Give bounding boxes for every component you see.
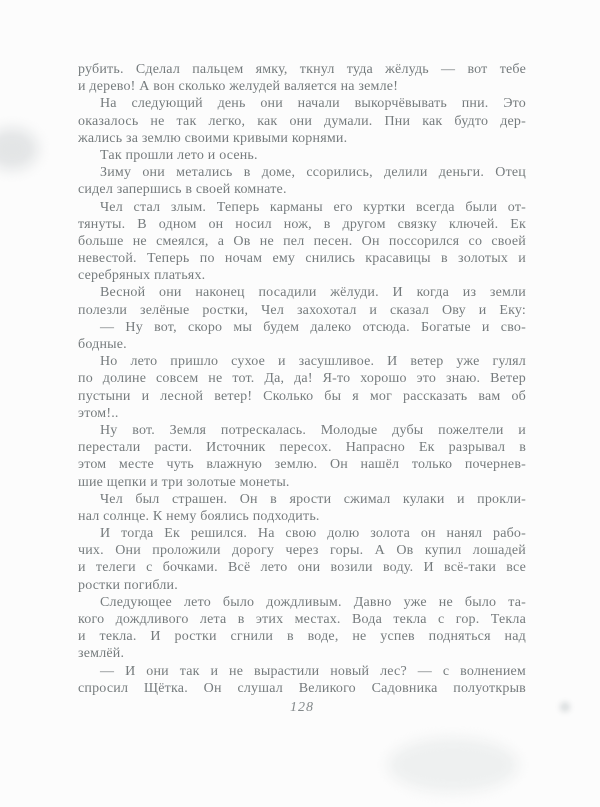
text-line: и телеги с бочками. Всё лето они возили воду. И всё-таки все bbox=[78, 560, 526, 576]
text-line: невестой. Теперь по ночам ему снились красавицы в золотых и bbox=[78, 251, 526, 267]
text-line: жались за землю своими кривыми корнями. bbox=[78, 130, 348, 146]
text-line: Чел стал злым. Теперь карманы его куртки всегда были от- bbox=[100, 199, 526, 215]
text-line: — И они так и не вырастили новый лес? — с волнением bbox=[100, 663, 526, 679]
text-line: больше не смеялся, а Ов не пел песен. Он поссорился со своей bbox=[78, 233, 526, 249]
text-line: нал солнце. К нему боялись подходить. bbox=[78, 508, 320, 524]
text-line: Ну вот. Земля потрескалась. Молодые дубы пожелтели и bbox=[100, 422, 526, 438]
text-line: И тогда Ек решился. На свою долю золота он нанял рабо- bbox=[100, 526, 526, 542]
text-line: Зиму они метались в доме, ссорились, делили деньги. Отец bbox=[100, 165, 526, 181]
text-line: Весной они наконец посадили жёлуди. И когда из земли bbox=[100, 285, 526, 301]
text-line: по долине совсем не тот. Да, да! Я-то хорошо это знаю. Ветер bbox=[78, 371, 526, 387]
text-line: Чел был страшен. Он в ярости сжимал кулаки и прокли- bbox=[100, 491, 526, 507]
text-line: бодные. bbox=[78, 337, 127, 352]
text-line: На следующий день они начали выкорчёвывать пни. Это bbox=[100, 96, 526, 112]
text-line: тянуты. В одном он носил нож, в другом связку ключей. Ек bbox=[78, 216, 526, 232]
text-line: пустыни и лесной ветер! Сколько бы я мог рассказать вам об bbox=[78, 388, 526, 404]
text-line: и текла. И ростки сгнили в воде, не успев подняться над bbox=[78, 629, 526, 645]
text-line: землёй. bbox=[78, 646, 125, 662]
text-line: Но лето пришло сухое и засушливое. И ветер уже гулял bbox=[100, 354, 526, 370]
text-line: ростки погибли. bbox=[78, 577, 178, 593]
text-line: чих. Они проложили дорогу через горы. А Ов купил лошадей bbox=[78, 543, 526, 559]
text-line: этом!.. bbox=[78, 405, 119, 421]
scan-smudge bbox=[388, 738, 518, 792]
text-line: серебряных платьях. bbox=[78, 268, 206, 284]
text-line: — Ну вот, скоро мы будем далеко отсюда. Богатые и сво- bbox=[100, 319, 526, 335]
text-line: оказалось не так легко, как они думали. Пни как будто дер- bbox=[78, 113, 526, 129]
text-line: сидел запершись в своей комнате. bbox=[78, 182, 287, 198]
text-line: перестали расти. Источник пересох. Напрасно Ек разрывал в bbox=[78, 440, 526, 456]
text-line: Следующее лето было дождливым. Давно уже не было та- bbox=[100, 594, 526, 610]
text-line: шие щепки и три золотые монеты. bbox=[78, 474, 290, 490]
text-line: Так прошли лето и осень. bbox=[100, 147, 258, 163]
text-line: этом месте чуть влажную землю. Он нашёл только почернев- bbox=[78, 457, 526, 473]
scan-smudge bbox=[0, 128, 38, 170]
text-line: полезли зелёные ростки, Чел захохотал и сказал Ову и Еку: bbox=[78, 302, 526, 318]
text-line: кого дождливого лета в этих местах. Вода текла с гор. Текла bbox=[78, 612, 526, 627]
text-block bbox=[78, 61, 526, 697]
text-line: рубить. Сделал пальцем ямку, ткнул туда жёлудь — вот тебе bbox=[78, 62, 526, 77]
text-line: спросил Щётка. Он слушал Великого Садовника полуоткрыв bbox=[78, 680, 526, 696]
scan-smudge bbox=[560, 702, 570, 712]
page-number: 128 bbox=[290, 700, 314, 715]
text-line: и дерево! А вон сколько желудей валяется на земле! bbox=[78, 79, 399, 95]
